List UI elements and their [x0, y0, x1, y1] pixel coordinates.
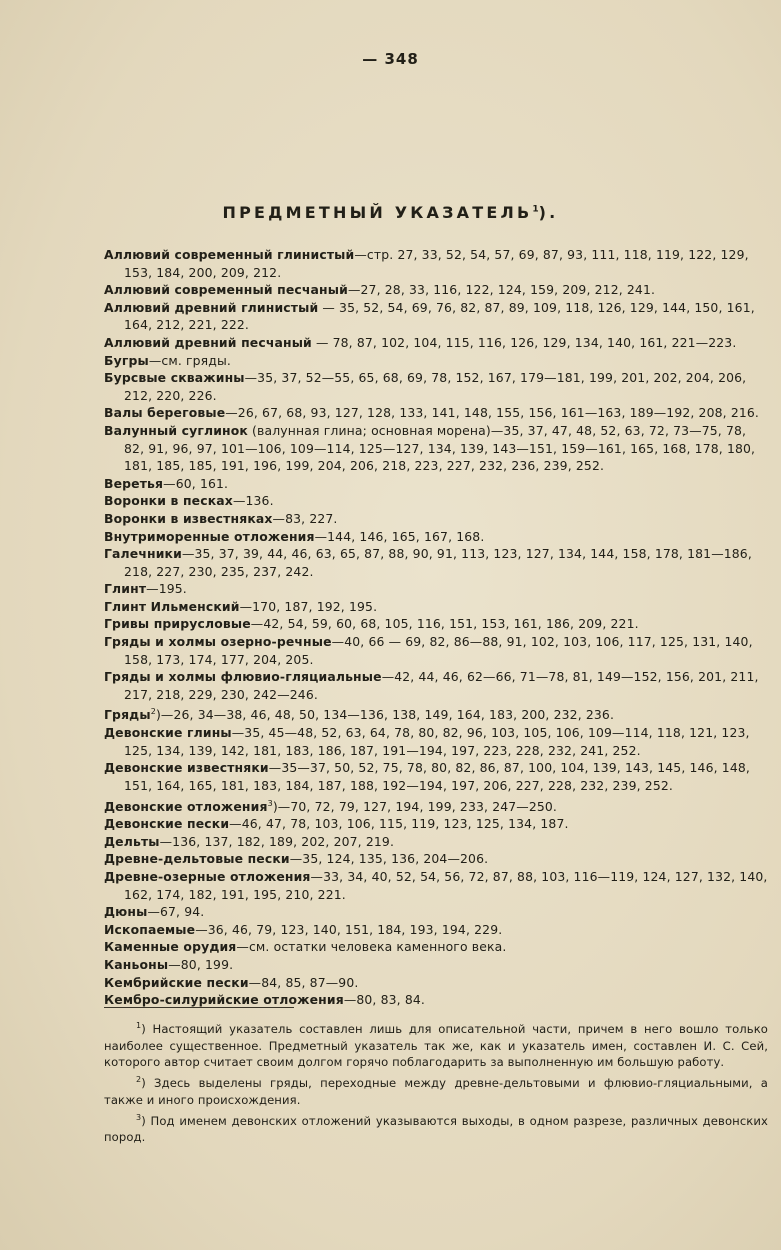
index-term: Аллювий древний песчаный: [104, 334, 312, 350]
footnote-number: 3: [136, 1112, 142, 1122]
index-entry: [104, 510, 768, 528]
index-term: Воронки в песках: [104, 493, 233, 509]
footnote: [104, 1018, 768, 1071]
index-pages: —35, 45—48, 52, 63, 64, 78, 80, 82, 96, 103, 105, 106, 109—114, 118, 121, 123, 125, 134, 139, 142, 181, 183, 186, 187, 191—194, 197, 223, 228, 232, 241, 252.: [124, 725, 750, 758]
index-term: Гряды и холмы озерно-речные: [104, 634, 332, 650]
index-term: Ископаемые: [104, 921, 196, 937]
index-entry: [104, 921, 768, 939]
index-entry: [104, 404, 768, 422]
index-term: Валы береговые: [104, 405, 226, 421]
page-number: — 348: [362, 50, 419, 68]
index-pages: —27, 28, 33, 116, 122, 124, 159, 209, 212, 241.: [347, 282, 656, 298]
subject-index: [104, 246, 768, 1009]
index-term: Кембрийские пески: [104, 974, 249, 990]
index-entry: [104, 422, 768, 475]
index-term: Дельты: [104, 833, 160, 849]
index-pages: —67, 94.: [147, 904, 205, 920]
index-term: Аллювий современный глинистый: [104, 247, 355, 262]
index-pages: —см. гряды.: [148, 352, 232, 368]
index-pages: —42, 54, 59, 60, 68, 105, 116, 151, 153, 161, 186, 209, 221.: [250, 616, 639, 632]
index-pages: —см. остатки человека каменного века.: [236, 939, 507, 955]
index-entry: [104, 759, 768, 794]
index-term: Внутриморенные отложения: [104, 528, 315, 544]
index-pages: (валунная глина; основная морена)—35, 37, 47, 48, 52, 63, 72, 73—75, 78, 82, 91, 96, 97, 101—106, 109—114, 125—127, 134, 139, 143—151, 159—161, 165, 168, 178, 180, 181, 185, 185, 191, 196, 199, 204, 206, 218, 223, 227, 232, 236, 239, 252.: [124, 422, 756, 474]
index-term: Дюны: [104, 904, 148, 920]
index-term: Гряды и холмы флювио-гляциальные: [104, 669, 382, 685]
index-entry: [104, 956, 768, 974]
index-pages: — 78, 87, 102, 104, 115, 116, 126, 129, 134, 140, 161, 221—223.: [311, 334, 737, 350]
index-pages: —35, 37, 52—55, 65, 68, 69, 78, 152, 167, 179—181, 199, 201, 202, 204, 206, 212, 220, 226.: [124, 370, 747, 403]
index-entry: [104, 545, 768, 580]
index-term: Галечники: [104, 546, 182, 562]
index-term: Аллювий древний глинистый: [104, 299, 319, 315]
index-pages: )—26, 34—38, 46, 48, 50, 134—136, 138, 149, 164, 183, 200, 232, 236.: [155, 707, 615, 723]
index-term: Бурсвые скважины: [104, 370, 245, 386]
title-end: ).: [538, 203, 559, 222]
index-pages: —46, 47, 78, 103, 106, 115, 119, 123, 125, 134, 187.: [229, 816, 569, 832]
index-pages: —33, 34, 40, 52, 54, 56, 72, 87, 88, 103, 116—119, 124, 127, 132, 140, 162, 174, 182, 191, 195, 210, 221.: [124, 869, 768, 902]
index-pages: —36, 46, 79, 123, 140, 151, 184, 193, 194, 229.: [195, 921, 503, 937]
index-pages: —83, 227.: [272, 510, 338, 526]
index-entry: [104, 369, 768, 404]
index-entry: [104, 528, 768, 546]
index-entry: [104, 724, 768, 759]
index-entry: [104, 815, 768, 833]
index-pages: —42, 44, 46, 62—66, 71—78, 81, 149—152, 156, 201, 211, 217, 218, 229, 230, 242—246.: [124, 669, 759, 702]
index-entry: [104, 833, 768, 851]
index-term: Каменные орудия: [104, 939, 237, 955]
index-term: Глинт Ильменский: [104, 598, 240, 614]
footnote-text: ) Настоящий указатель составлен лишь для описательной части, причем в него вошло только наиболее существенное. Предметный указатель так же, как и указатель имен, составлен И. С. Сей, которого автор считает своим долгом горячо поблагодарить за выполненную им большую работу.: [104, 1021, 768, 1070]
index-entry: [104, 334, 768, 352]
index-term: Бугры: [104, 352, 149, 368]
index-pages: —144, 146, 165, 167, 168.: [314, 528, 485, 544]
index-pages: —35, 124, 135, 136, 204—206.: [289, 851, 489, 867]
index-entry: [104, 938, 768, 956]
title-text: ПРЕДМЕТНЫЙ УКАЗАТЕЛЬ: [222, 203, 533, 222]
index-entry: [104, 668, 768, 703]
index-pages: —40, 66 — 69, 82, 86—88, 91, 102, 103, 106, 117, 125, 131, 140, 158, 173, 174, 177, 204, 205.: [124, 634, 753, 667]
index-term: Древне-озерные отложения: [104, 869, 311, 885]
index-pages: )—70, 72, 79, 127, 194, 199, 233, 247—250.: [272, 798, 558, 814]
footnote-divider: [104, 1007, 294, 1008]
index-entry: [104, 475, 768, 493]
index-term: Гривы прирусловые: [104, 616, 251, 632]
footnote-text: ) Под именем девонских отложений указываются выходы, в одном разрезе, различных девонских пород.: [104, 1113, 768, 1145]
index-term: Кембро-силурийские отложения: [104, 992, 344, 1008]
index-term: Девонские глины: [104, 725, 232, 741]
index-term: Девонские отложения: [104, 798, 268, 814]
index-term: Веретья: [104, 475, 164, 491]
index-pages: —136, 137, 182, 189, 202, 207, 219.: [159, 833, 395, 849]
footnote-number: 1: [136, 1021, 142, 1030]
index-term: Аллювий современный песчаный: [104, 282, 348, 298]
index-pages: —195.: [146, 581, 187, 597]
index-pages: —60, 161.: [163, 475, 229, 491]
index-pages: —26, 67, 68, 93, 127, 128, 133, 141, 148, 155, 156, 161—163, 189—192, 208, 216.: [225, 405, 760, 421]
index-term: Каньоны: [104, 957, 169, 972]
index-entry: [104, 580, 768, 598]
index-entry: [104, 903, 768, 921]
index-entry: [104, 598, 768, 616]
index-entry: [104, 850, 768, 868]
index-entry: [104, 974, 768, 992]
index-pages: —80, 83, 84.: [343, 992, 426, 1008]
index-entry: [104, 492, 768, 510]
index-entry: [104, 633, 768, 668]
index-pages: —84, 85, 87—90.: [248, 974, 359, 990]
title-footnote-mark: 1: [532, 204, 539, 215]
footnote-text: ) Здесь выделены гряды, переходные между древне-дельтовыми и флювио-гляциальными, а также и иного происхождения.: [104, 1076, 768, 1107]
footnote: [104, 1072, 768, 1108]
index-term: Глинт: [104, 581, 147, 597]
index-pages: —80, 199.: [168, 957, 234, 972]
index-entry: [104, 352, 768, 370]
index-term: Древне-дельтовые пески: [104, 851, 290, 867]
index-entry: [104, 246, 768, 281]
index-term: Девонские пески: [104, 816, 230, 832]
index-entry: [104, 615, 768, 633]
index-entry: [104, 299, 768, 334]
footnote-mark: 2: [150, 707, 156, 717]
index-entry: [104, 795, 768, 816]
index-pages: —170, 187, 192, 195.: [239, 598, 378, 614]
index-term: Валунный суглинок: [104, 422, 248, 438]
index-pages: —136.: [232, 493, 274, 509]
index-term: Девонские известняки: [104, 760, 269, 776]
page-title: [0, 203, 781, 222]
index-entry: [104, 703, 768, 724]
index-entry: [104, 868, 768, 903]
footnote-mark: 3: [267, 798, 273, 808]
footnote-number: 2: [136, 1075, 142, 1085]
footnote: [104, 1110, 768, 1146]
index-pages: —35, 37, 39, 44, 46, 63, 65, 87, 88, 90, 91, 113, 123, 127, 134, 144, 158, 178, 181—186, 218, 227, 230, 235, 237, 242.: [124, 546, 752, 579]
index-entry: [104, 281, 768, 299]
footnotes: [104, 1018, 768, 1147]
index-pages: —стр. 27, 33, 52, 54, 57, 69, 87, 93, 111, 118, 119, 122, 129, 153, 184, 200, 209, 212.: [124, 247, 749, 280]
index-term: Воронки в известняках: [104, 510, 273, 526]
index-term: Гряды: [104, 707, 151, 723]
index-pages: — 35, 52, 54, 69, 76, 82, 87, 89, 109, 118, 126, 129, 144, 150, 161, 164, 212, 221, 222.: [124, 299, 755, 333]
index-pages: —35—37, 50, 52, 75, 78, 80, 82, 86, 87, 100, 104, 139, 143, 145, 146, 148, 151, 164, 165, 181, 183, 184, 187, 188, 192—194, 197, 206, 227, 228, 232, 239, 252.: [124, 760, 750, 793]
